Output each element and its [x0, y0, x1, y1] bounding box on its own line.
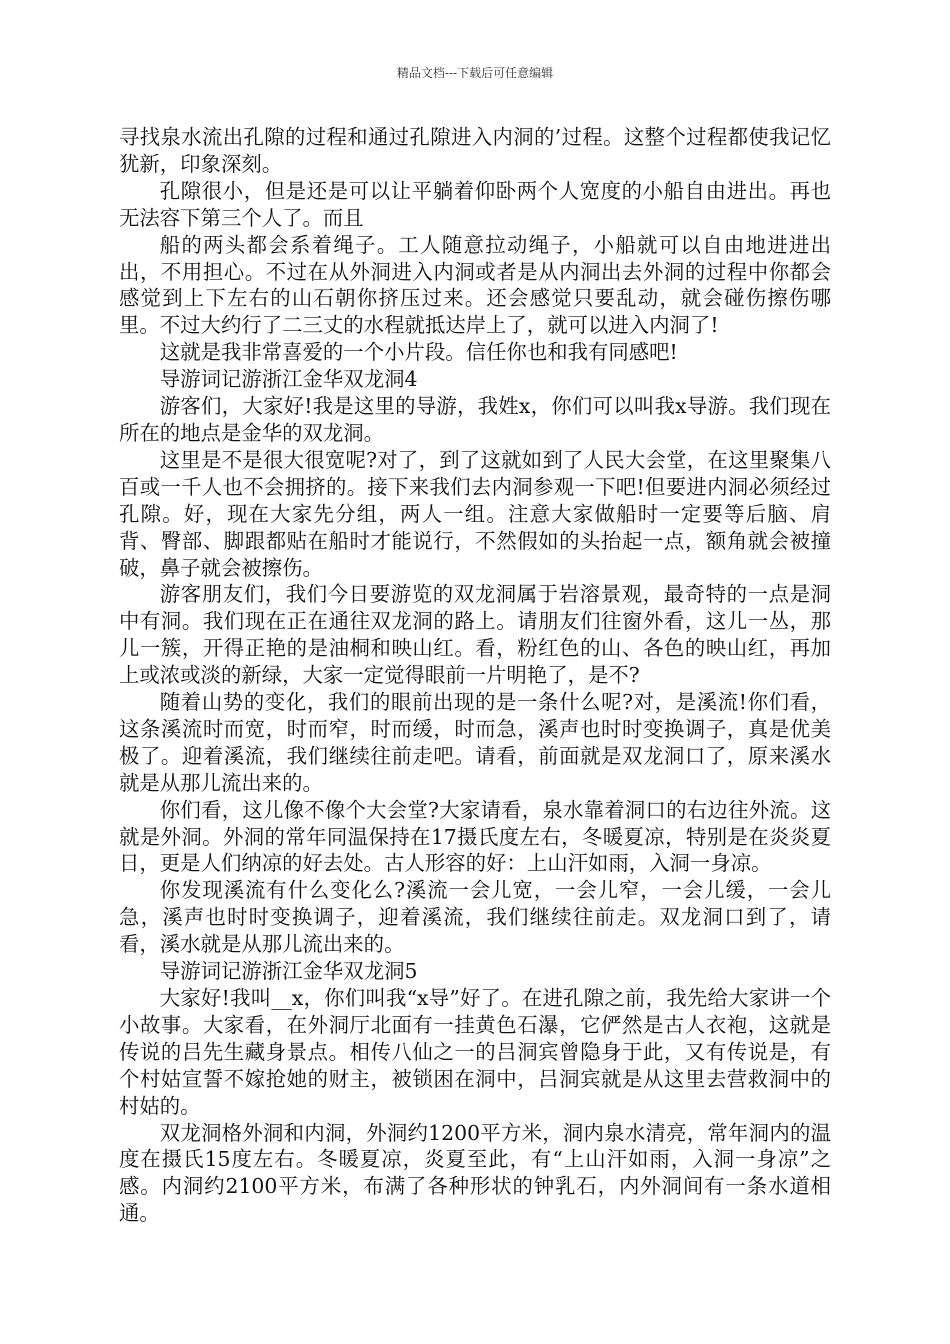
- paragraph-7: 这里是不是很大很宽呢?对了，到了这就如到了人民大会堂，在这里聚集八百或一千人也不会拥挤的。接下来我们去内洞参观一下吧!但要进内洞必须经过孔隙。好，现在大家先分组，两人一组。注意大家做船时一定要等后脑、肩背、臀部、脚跟都贴在船时才能说行，不然假如的头抬起一点，额角就会被撞破，鼻子就会被擦伤。: [119, 447, 831, 580]
- paragraph-6: 游客们，大家好!我是这里的导游，我姓x，你们可以叫我x导游。我们现在所在的地点是金华的双龙洞。: [119, 394, 831, 445]
- paragraph-14: 双龙洞格外洞和内洞，外洞约1200平方米，洞内泉水清亮，常年洞内的温度在摄氏15度左右。冬暖夏凉，炎夏至此，有“上山汗如雨，入洞一身凉”之感。内洞约2100平方米，布满了各种形状的钟乳石，内外洞间有一条水道相通。: [119, 1120, 831, 1226]
- paragraph-2: 孔隙很小，但是还是可以让平躺着仰卧两个人宽度的小船自由进出。再也无法容下第三个人了。而且: [119, 178, 831, 230]
- paragraph-10: 你们看，这儿像不像个大会堂?大家请看，泉水靠着洞口的右边往外流。这就是外洞。外洞的常年同温保持在17摄氏度左右，冬暖夏凉，特别是在炎炎夏日，更是人们纳凉的好去处。古人形容的好：上山汗如雨，入洞一身凉。: [119, 797, 831, 876]
- paragraph-4: 这就是我非常喜爱的一个小片段。信任你也和我有同感吧!: [159, 340, 678, 365]
- paragraph-11: 你发现溪流有什么变化么?溪流一会儿宽，一会儿窄，一会儿缓，一会儿急，溪声也时时变换调子，迎着溪流，我们继续往前走。双龙洞口到了，请看，溪水就是从那儿流出来的。: [119, 878, 831, 957]
- paragraph-9: 随着山势的变化，我们的眼前出现的是一条什么呢?对，是溪流!你们看，这条溪流时而宽，时而窄，时而缓，时而急，溪声也时时变换调子，真是优美极了。迎着溪流，我们继续往前走吧。请看，前面就是双龙洞口了，原来溪水就是从那儿流出来的。: [119, 690, 831, 795]
- paragraph-13: 大家好!我叫__x，你们叫我“x导”好了。在进孔隙之前，我先给大家讲一个小故事。大家看，在外洞厅北面有一挂黄色石瀑，它俨然是古人衣袍，这就是传说的吕先生藏身景点。相传八仙之一的吕洞宾曾隐身于此，又有传说是，有个村姑宣誓不嫁抢她的财主，被锁困在洞中，吕洞宾就是从这里去营救洞中的村姑的。: [119, 986, 831, 1118]
- section-heading-5: 导游词记游浙江金华双龙洞5: [159, 959, 418, 984]
- document-body: [119, 124, 831, 1227]
- page-header: 精品文档---下载后可任意编辑: [396, 66, 554, 80]
- section-heading-4: 导游词记游浙江金华双龙洞4: [159, 367, 418, 392]
- paragraph-8: 游客朋友们，我们今日要游览的双龙洞属于岩溶景观，最奇特的一点是洞中有洞。我们现在正在通往双龙洞的路上。请朋友们往窗外看，这儿一丛，那儿一簇，开得正艳的是油桐和映山红。看，粉红色的山、各色的映山红，再加上或浓或淡的新绿，大家一定觉得眼前一片明艳了，是不?: [119, 582, 831, 688]
- paragraph-1: 寻找泉水流出孔隙的过程和通过孔隙进入内洞的’过程。这整个过程都使我记忆犹新，印象深刻。: [119, 125, 831, 176]
- paragraph-3: 船的两头都会系着绳子。工人随意拉动绳子，小船就可以自由地进进出出，不用担心。不过在从外洞进入内洞或者是从内洞出去外洞的过程中你都会感觉到上下左右的山石朝你挤压过来。还会感觉只要乱动，就会碰伤擦伤哪里。不过大约行了二三丈的水程就抵达岸上了，就可以进入内洞了!: [119, 232, 831, 338]
